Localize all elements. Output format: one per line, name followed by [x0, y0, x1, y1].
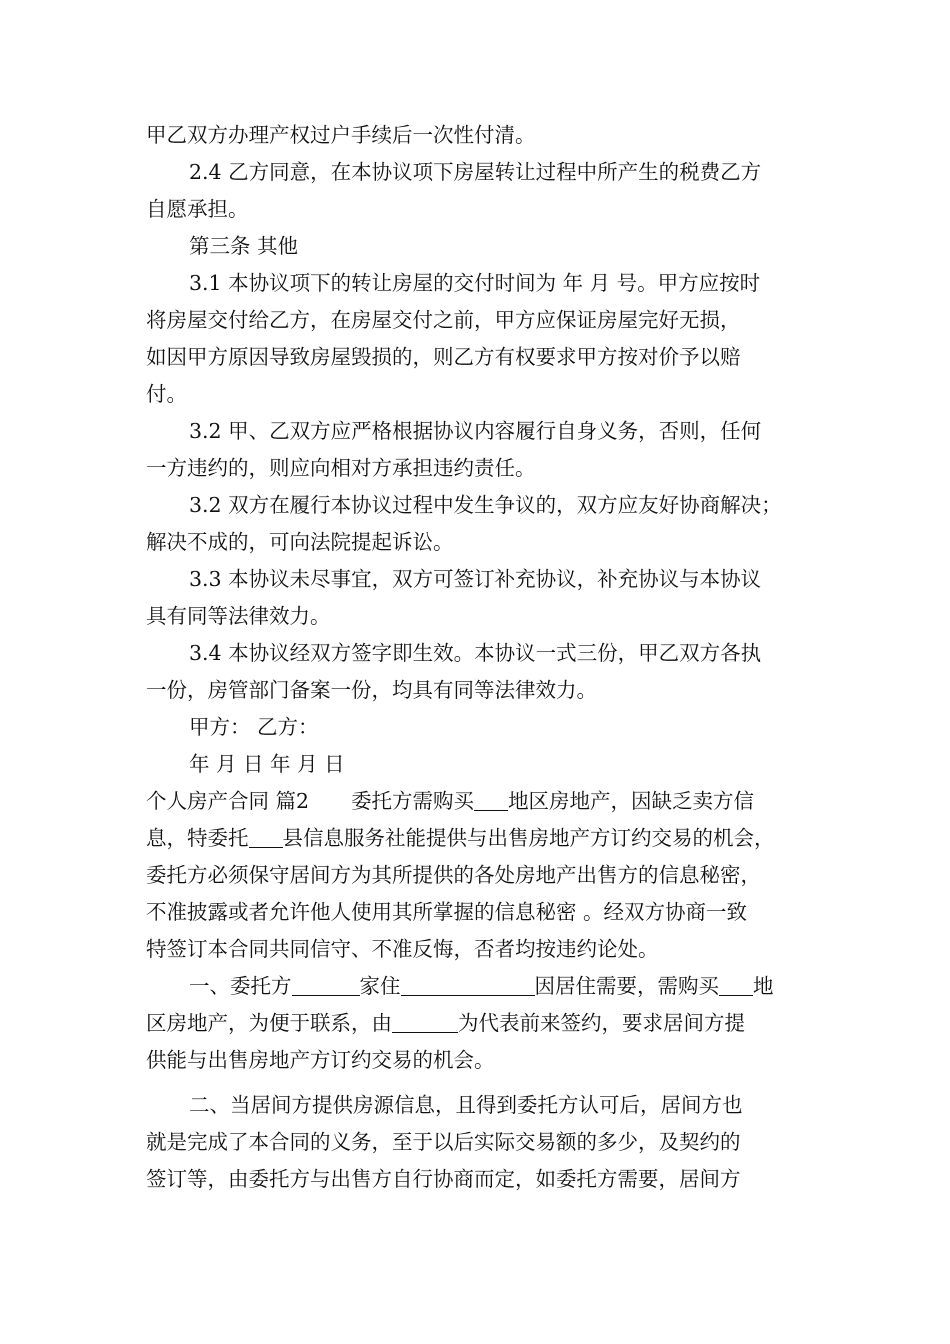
- clause-3-1: 3.1 本协议项下的转让房屋的交付时间为 年 月 号。甲方应按时: [189, 271, 761, 295]
- article-3-heading: 第三条 其他: [189, 234, 299, 258]
- blank-field: [392, 1010, 458, 1033]
- clause-3-4: 3.4 本协议经双方签字即生效。本协议一式三份，甲乙双方各执: [189, 641, 762, 665]
- text-line: 特签订本合同共同信守、不准反悔，否者均按违约论处。: [146, 937, 659, 961]
- part2-item-1: 一、委托方 家住 因居住需要，需购买 地: [189, 974, 774, 998]
- clause-3-3: 3.3 本协议未尽事宜，双方可签订补充协议，补充协议与本协议: [189, 567, 762, 591]
- text-line: 解决不成的，可向法院提起诉讼。: [146, 530, 454, 554]
- text-line: 息，特委托 县信息服务社能提供与出售房地产方订约交易的机会，: [146, 826, 775, 850]
- document-body: [146, 117, 816, 1198]
- text-line: 将房屋交付给乙方，在房屋交付之前，甲方应保证房屋完好无损，: [146, 308, 741, 332]
- text-line: 一份，房管部门备案一份，均具有同等法律效力。: [146, 678, 597, 702]
- blank-field: [401, 973, 535, 996]
- text-line: 自愿承担。: [146, 197, 249, 221]
- blank-field: [249, 825, 283, 848]
- text-line: 供能与出售房地产方订约交易的机会。: [146, 1048, 495, 1072]
- blank-field: [474, 788, 508, 811]
- text-line: 就是完成了本合同的义务，至于以后实际交易额的多少，及契约的: [146, 1130, 741, 1154]
- text-line: 甲乙双方办理产权过户手续后一次性付清。: [146, 123, 536, 147]
- text-line: 签订等，由委托方与出售方自行协商而定，如委托方需要，居间方: [146, 1167, 741, 1191]
- signature-parties: 甲方： 乙方：: [189, 715, 319, 739]
- text-line: 一方违约的，则应向相对方承担违约责任。: [146, 456, 536, 480]
- text-line: 如因甲方原因导致房屋毁损的，则乙方有权要求甲方按对价予以赔: [146, 345, 741, 369]
- signature-dates: 年 月 日 年 月 日: [189, 752, 345, 776]
- blank-field: [719, 973, 753, 996]
- clause-3-2a: 3.2 甲、乙双方应严格根据协议内容履行自身义务，否则，任何: [189, 419, 762, 443]
- part2-item-2: 二、当居间方提供房源信息，且得到委托方认可后，居间方也: [189, 1093, 743, 1117]
- text-line: 委托方必须保守居间方为其所提供的各处房地产出售方的信息秘密，: [146, 863, 761, 887]
- clause-3-2b: 3.2 双方在履行本协议过程中发生争议的，双方应友好协商解决；: [189, 493, 782, 517]
- part2-heading: 个人房产合同 篇2: [146, 789, 310, 813]
- text-line: 具有同等法律效力。: [146, 604, 331, 628]
- blank-field: [292, 973, 360, 996]
- text-line: 付。: [146, 382, 187, 406]
- text-line: 区房地产，为便于联系，由 为代表前来签约，要求居间方提: [146, 1011, 745, 1035]
- part2-first-line: 个人房产合同 篇2 委托方需购买 地区房地产，因缺乏卖方信: [146, 789, 755, 813]
- text-line: 不准披露或者允许他人使用其所掌握的信息秘密 。经双方协商一致: [146, 900, 748, 924]
- clause-2-4: 2.4 乙方同意，在本协议项下房屋转让过程中所产生的税费乙方: [189, 160, 762, 184]
